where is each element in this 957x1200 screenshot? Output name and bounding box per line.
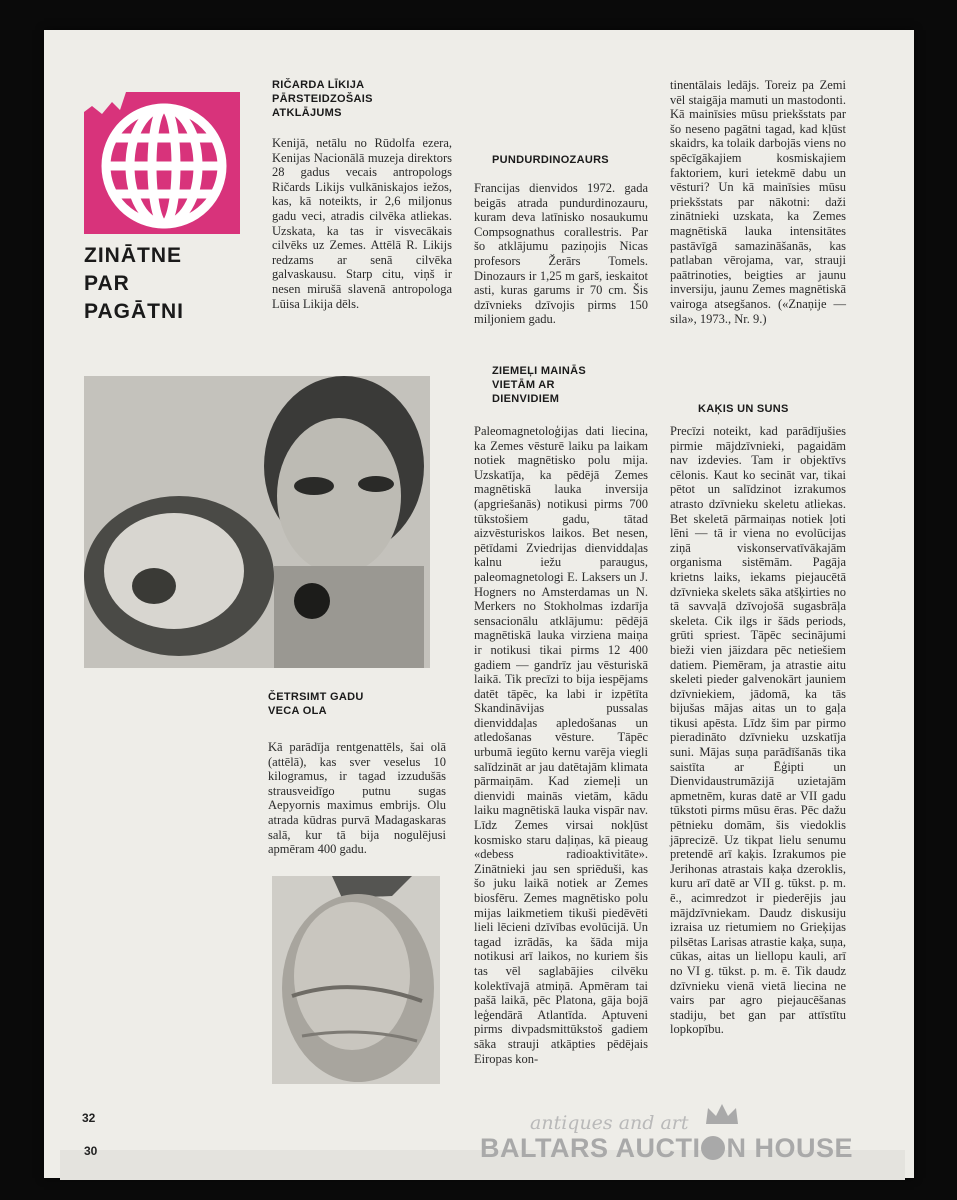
photo-egg — [272, 876, 440, 1084]
heading-line: RIČARDA LĪKIJA — [272, 79, 365, 91]
heading-line: VECA OLA — [268, 705, 327, 717]
page-number: 30 — [84, 1144, 98, 1158]
watermark-tagline: antiques and art — [530, 1112, 689, 1134]
article-heading — [268, 690, 448, 718]
article-body-continued — [670, 78, 846, 326]
watermark-o-circle — [701, 1136, 725, 1160]
article-heading — [272, 78, 452, 120]
article-text: Kā parādīja rentgenattēls, šai olā (attēlā), kas sver veselus 10 kilogramus, ir tagad izzudušās strausveidīgo putnu sugas Aepyornis maximus embrijs. Olu atrada kūdras purvā Madagaskaras salā, kur tā bija nogulējusi apmēram 400 gadu. — [268, 740, 446, 857]
crown-icon — [704, 1102, 740, 1126]
heading-line: VIETĀM AR — [492, 379, 555, 391]
article-heading — [492, 153, 662, 167]
article-text: Precīzi noteikt, kad parādījušies pirmie mājdzīvnieki, pagaidām nav izdevies. Tam ir objektīvs cēlonis. Kaut ko secināt var, tikai pētot un salīdzinot izrakumos atrasto dzīvnieku skeletu atliekas. Bet skeletā pārmaiņas notiek ļoti lēni — tā ir viena no evolūcijas ziņā viskonservatīvākajām organisma sistēmām. Pagāja krietns laiks, iekams piejaucētā dzīvnieka skelets sāka atšķirties no tā savvaļā dzīvojošā sugasbrāļa skeleta. Cik ilgs ir šāds periods, grūti spriest. Tāpēc secinājumi bieži vien jāizdara pēc netiešiem datiem. Piemēram, ja atrastie aitu skeleti pieder galvenokārt jauniem dzīvniekiem, jādomā, ka tās bijušas mājas aitas un to gaļa tikusi apēsta. Līdz šim par pirmo pieradināto dzīvnieku uzskatīja suni. Mājas suņa parādīšanās tika saistīta ar Ēģipti un Dienvidaustrumāzijā uzietajām apmetnēm, kuras datē ar VII gadu tūkstoti pirms mūsu ēras. Pēc dažu pētnieku domām, šis viedoklis jāprecizē. Uz tikpat lielu senumu pretendē arī kaķis. Izrakumos pie Jerihonas atrastais kaķa dzeroklis, kuru arī datē ar VII g. tūkst. p. m. ē., acimredzot ir piederējis jau mājdzīvniekam. Daudz diskusiju izraisa uz rietumiem no Grieķijas pilsētas Larisas atrastie kaķa, suņa, cūkas, aitas un liellopu kauli, arī no VI g. tūkst. p. m. ē. Tik daudz dzīvnieku vienā vietā liecina ne vairs par agro piejaucēšanas stadiju, bet gan par attīstītu lopkopību. — [670, 424, 846, 1037]
section-logo — [84, 92, 240, 234]
heading-line: ZIEMEĻI MAINĀS — [492, 365, 587, 377]
article-text: Francijas dienvidos 1972. gada beigās atrada pundurdinozauru, kuram deva latīnisko nosaukumu Compsognathus corallestris. Par šo atklājumu paziņojis Nicas profesors Žerārs Tomels. Dinozaurs ir 1,25 m garš, ieskaitot asti, kuras garums ir 70 cm. Šis dzīvnieks dzīvojis pirms 150 miljoniem gadu. — [474, 181, 648, 327]
article-heading — [492, 364, 662, 406]
watermark-brand — [480, 1133, 853, 1164]
article-body — [272, 136, 452, 311]
globe-icon — [84, 92, 240, 234]
article-text: Paleomagnetoloģijas dati liecina, ka Zemes vēsturē laiku pa laikam notiek magnētisko polu mija. Uzskatīja, ka pēdējā Zemes magnētiskā lauka inversija (apgriešanās) notikusi pirms 700 tūkstošiem gadu, tātad aizvēsturiskos laikos. Bet nesen, pētīdami Zviedrijas dienviddaļas kalnu iežu paraugus, paleomagnetologi E. Laksers un J. Hogners no Amsterdamas un N. Merkers no Stokholmas izdarīja sensacionālu atklājumu: pēdējā magnētiskā lauka virziena maiņa ir notikusi tikai pirms 12 400 gadiem — gandrīz jau vēsturiskā laikā. Tik precīzi to bija iespējams datēt tāpēc, ka labi ir izpētīta Skandināvijas pussalas dienviddaļas apledošanas un atledošanas vēsture. Tāpēc urbumā iegūto kernu varēja viegli salīdzināt ar jau datētajām klimata pārmaiņām. Kad ziemeļi un dienvidi mainās vietām, kādu laiku magnētiskā lauka vispār nav. Līdz Zemes virsai nokļūst kosmisko staru daļiņas, kā pieaug «debess radioaktivitāte». Zinātnieki jau sen spriēduši, kas šo juku laikā notiek ar Zemes biosfēru. Zemes magnētisko polu mijas laikmetiem tikuši piedēvēti lieli lēcieni dzīvības evolūcijā. Un tagad izrādās, ka šāda mija notikusi arī laikos, no kuriem šis tas vēl saglabājies cilvēku kolektīvajā atmiņā. Apmēram tai pašā laikā, pēc Platona, gāja bojā leģendārā Atlantīda. Aptuveni pirms divpadsmittūkstoš gadiem sāka strauji atkāpties pēdējais Eiropas kon- — [474, 424, 648, 1066]
heading-line: DIENVIDIEM — [492, 393, 560, 405]
section-title-line: PAR — [84, 272, 130, 295]
article-text: Kenijā, netālu no Rūdolfa ezera, Kenijas Nacionālā muzeja direktors 28 gadus vecais antropologs Ričards Likijs vulkāniskajos iežos, kas, kā noteikts, ir 2,6 miljonus gadu veci, atradis cilvēka atliekas. Uzskata, ka tas ir visvecākais cilvēks uz Zemes. Attēlā R. Likijs redzams ar senā cilvēka galvaskausu. Starp citu, viņš ir nesen mirušā slavenā antropologa Lūisa Likija dēls. — [272, 136, 452, 311]
heading-line: KAĶIS UN SUNS — [698, 403, 789, 415]
article-body — [474, 424, 648, 1066]
article-body — [670, 424, 846, 1037]
page-number: 32 — [82, 1111, 96, 1125]
article-body — [268, 740, 446, 857]
heading-line: PUNDURDINOZAURS — [492, 154, 609, 166]
article-heading — [698, 402, 848, 416]
heading-line: PĀRSTEIDZOŠAIS — [272, 93, 373, 105]
section-title-line: ZINĀTNE — [84, 244, 182, 267]
heading-line: ATKLĀJUMS — [272, 107, 342, 119]
heading-line: ČETRSIMT GADU — [268, 691, 364, 703]
article-text: tinentālais ledājs. Toreiz pa Zemi vēl staigāja mamuti un mastodonti. Kā mainīsies mūsu priekšstats par šo neseno pagātni tagad, kad kļūst skaidrs, ka tolaik darbojās viens no spēcīgākajiem kosmiskajiem faktoriem, kuri ietekmē dabu un vēsturi? Un kā mainīsies mūsu priekšstats par nākotni: daži zinātnieki uzskata, ka Zemes magnētiskā lauka intensitātes pastāvīgā samazināšanās, kas patlaban vērojama, var, strauji paātrinoties, beigties ar jaunu inversiju, jaunu Zemes magnētiskā vairoga atsegšanos. («Znaņije — sila», 1973., Nr. 9.) — [670, 78, 846, 326]
watermark-brand-part: BALTARS AUCTI — [480, 1133, 701, 1163]
watermark-brand-part: N HOUSE — [726, 1133, 854, 1163]
section-title — [84, 242, 184, 326]
photo-anthropologist-with-skull — [84, 376, 430, 668]
article-body — [474, 181, 648, 327]
section-title-line: PAGĀTNI — [84, 300, 184, 323]
